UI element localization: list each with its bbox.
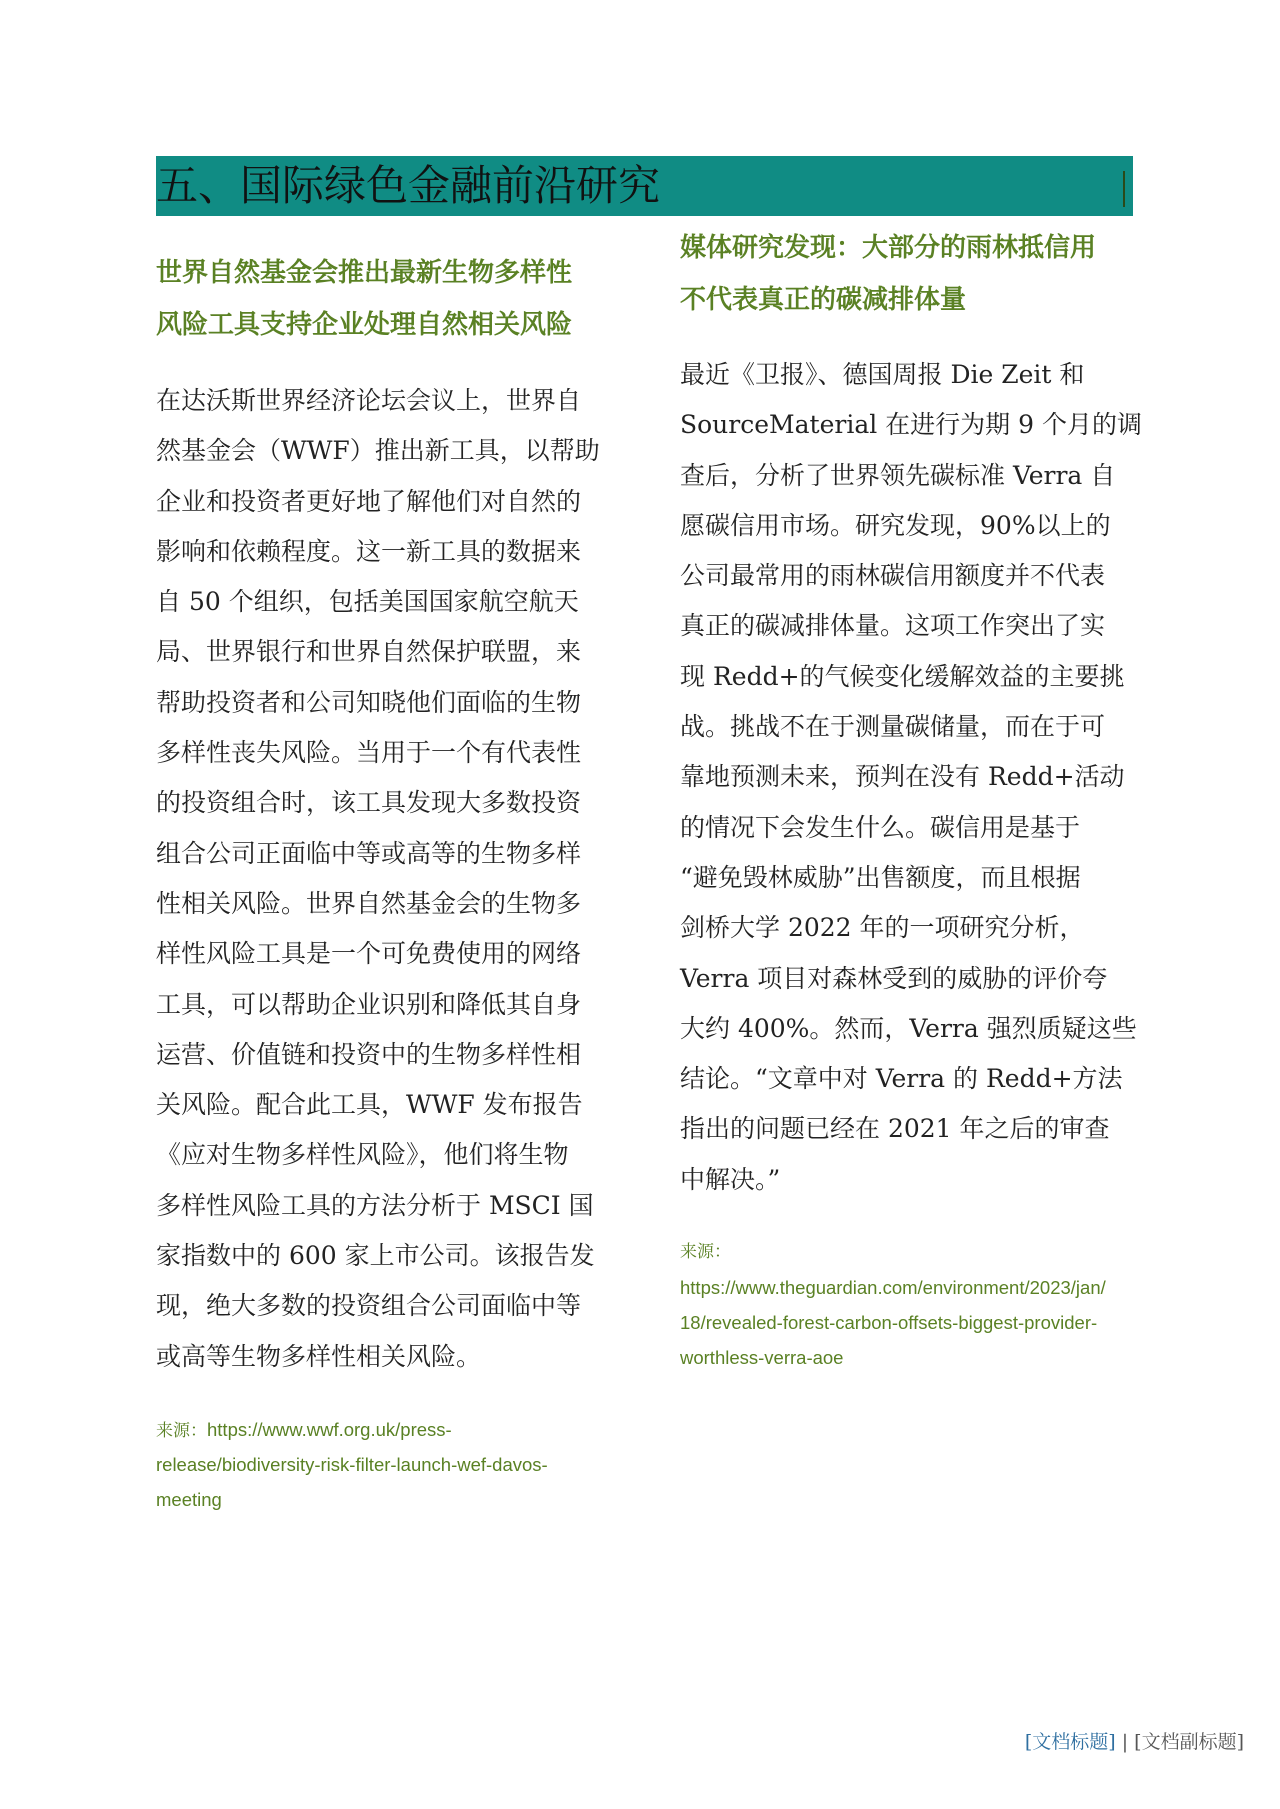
body-line: 真正的碳减排体量。这项工作突出了实	[680, 611, 1106, 641]
body-line: 关风险。配合此工具，WWF 发布报告	[156, 1090, 583, 1120]
body-line: 指出的问题已经在 2021 年之后的审查	[680, 1114, 1110, 1144]
body-line: 战。挑战不在于测量碳储量，而在于可	[680, 712, 1106, 742]
source-label: 来源：	[680, 1242, 731, 1262]
heading-line: 媒体研究发现：大部分的雨林抵信用	[680, 233, 1097, 263]
heading-line: 不代表真正的碳减排体量	[680, 285, 967, 315]
body-line: 运营、价值链和投资中的生物多样性相	[156, 1039, 582, 1069]
body-line: 样性风险工具是一个可免费使用的网络	[156, 939, 582, 969]
source-link[interactable]: https://www.wwf.org.uk/press-	[207, 1419, 452, 1440]
source-link[interactable]: https://www.theguardian.com/environment/2023/jan/	[680, 1277, 1106, 1298]
body-line: 工具，可以帮助企业识别和降低其自身	[156, 989, 582, 1019]
body-line: 现 Redd+的气候变化缓解效益的主要挑	[680, 661, 1125, 691]
body-line: 公司最常用的雨林碳信用额度并不代表	[680, 561, 1106, 591]
heading-line: 风险工具支持企业处理自然相关风险	[156, 310, 573, 340]
left-article-heading	[156, 247, 572, 351]
body-line: 查后，分析了世界领先碳标准 Verra 自	[680, 460, 1116, 490]
body-line: 在达沃斯世界经济论坛会议上，世界自	[156, 386, 582, 415]
body-line: 最近《卫报》、德国周报 Die Zeit 和	[680, 360, 1085, 389]
body-line: 大约 400%。然而，Verra 强烈质疑这些	[680, 1013, 1137, 1043]
body-line: 结论。“文章中对 Verra 的 Redd+方法	[680, 1064, 1123, 1094]
body-line: 现，绝大多数的投资组合公司面临中等	[156, 1291, 582, 1321]
section-banner	[156, 156, 1133, 216]
heading-line: 世界自然基金会推出最新生物多样性	[156, 258, 573, 288]
body-line: “避免毁林威胁”出售额度，而且根据	[680, 862, 1081, 892]
body-line: 影响和依赖程度。这一新工具的数据来	[156, 536, 582, 566]
body-line: SourceMaterial 在进行为期 9 个月的调	[680, 410, 1142, 440]
body-line: 性相关风险。世界自然基金会的生物多	[156, 888, 582, 918]
body-line: 中解决。”	[680, 1164, 781, 1194]
body-line: 愿碳信用市场。研究发现，90%以上的	[680, 510, 1111, 540]
body-line: 多样性丧失风险。当用于一个有代表性	[156, 738, 582, 768]
right-article-heading	[680, 222, 1096, 326]
body-line: 剑桥大学 2022 年的一项研究分析，	[680, 913, 1085, 943]
footer-doc-subtitle: [文档副标题]	[1134, 1731, 1244, 1753]
source-link[interactable]: release/biodiversity-risk-filter-launch-wef-davos-	[156, 1454, 548, 1475]
source-label: 来源：	[156, 1421, 207, 1441]
body-line: 多样性风险工具的方法分析于 MSCI 国	[156, 1190, 594, 1220]
left-article-body	[156, 376, 600, 1382]
footer-doc-title: [文档标题]	[1024, 1731, 1116, 1753]
body-line: 靠地预测未来，预判在没有 Redd+活动	[680, 762, 1125, 792]
body-line: 的情况下会发生什么。碳信用是基于	[680, 812, 1081, 842]
body-line: Verra 项目对森林受到的威胁的评价夸	[680, 963, 1108, 993]
body-line: 的投资组合时，该工具发现大多数投资	[156, 788, 582, 818]
body-line: 家指数中的 600 家上市公司。该报告发	[156, 1241, 595, 1271]
right-article-body	[680, 350, 1142, 1205]
left-article-source	[156, 1412, 548, 1517]
source-link[interactable]: 18/revealed-forest-carbon-offsets-biggest-provider-	[680, 1312, 1098, 1333]
body-line: 组合公司正面临中等或高等的生物多样	[156, 838, 582, 868]
body-line: 帮助投资者和公司知晓他们面临的生物	[156, 687, 582, 717]
body-line: 自 50 个组织，包括美国国家航空航天	[156, 587, 579, 617]
body-line: 《应对生物多样性风险》，他们将生物	[156, 1140, 569, 1170]
source-link[interactable]: meeting	[156, 1489, 222, 1510]
body-line: 局、世界银行和世界自然保护联盟，来	[156, 637, 582, 667]
banner-edge-mark	[1123, 171, 1125, 207]
body-line: 企业和投资者更好地了解他们对自然的	[156, 486, 582, 516]
body-line: 或高等生物多样性相关风险。	[156, 1341, 482, 1371]
page-footer	[1025, 1727, 1244, 1754]
body-line: 然基金会（WWF）推出新工具，以帮助	[156, 436, 600, 466]
right-article-source	[680, 1235, 1106, 1375]
source-link[interactable]: worthless-verra-aoe	[680, 1347, 844, 1368]
footer-separator: |	[1115, 1731, 1135, 1753]
section-title: 五、国际绿色金融前沿研究	[156, 161, 661, 210]
